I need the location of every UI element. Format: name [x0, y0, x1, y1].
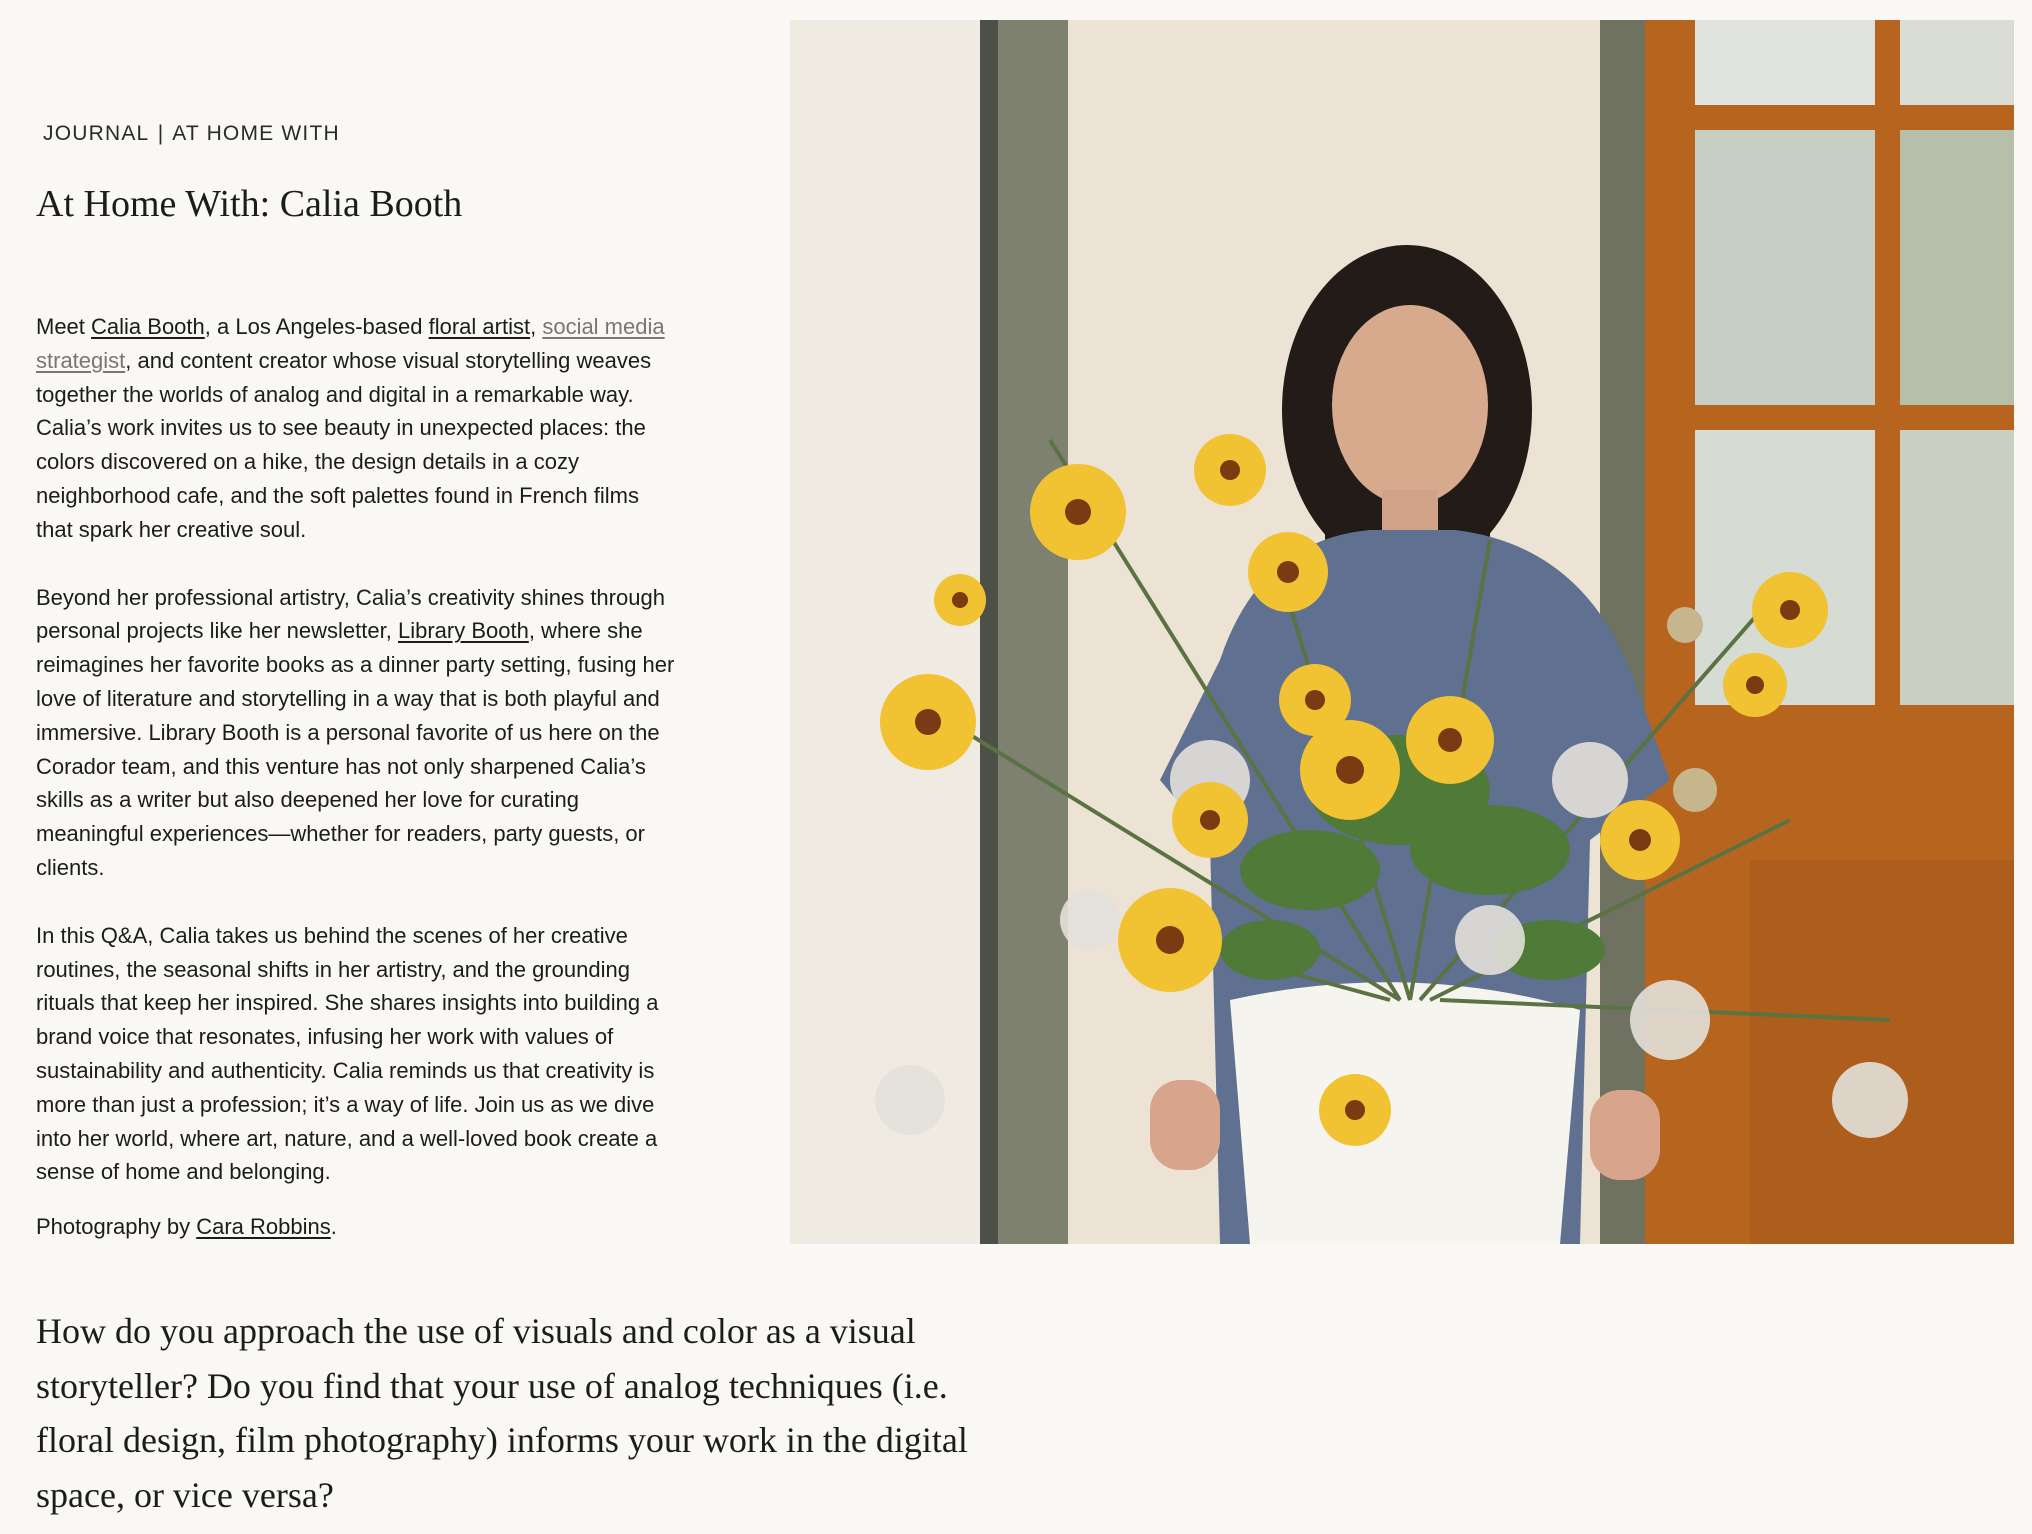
door-glass-pane — [1900, 430, 2014, 705]
hand-shape — [1590, 1090, 1660, 1180]
page-title: At Home With: Calia Booth — [36, 183, 463, 225]
floral-artist-link[interactable]: floral artist — [428, 314, 531, 339]
intro-text: , — [530, 314, 543, 339]
door-knob-shape — [1667, 607, 1703, 643]
breadcrumb-journal-link[interactable]: JOURNAL — [43, 122, 149, 145]
hand-shape — [1150, 1080, 1220, 1170]
photo-credit — [36, 1210, 337, 1244]
library-booth-link[interactable]: Library Booth — [397, 618, 529, 644]
intro-paragraph-2 — [36, 581, 676, 885]
door-glass-pane — [1695, 20, 1875, 105]
credit-prefix: Photography by — [36, 1214, 197, 1239]
face-shape — [1332, 305, 1488, 505]
breadcrumb — [43, 122, 340, 146]
photographer-link[interactable]: Cara Robbins — [196, 1214, 331, 1239]
interview-question: How do you approach the use of visuals and color as a visual storyteller? Do you find that your use of analog techniques (i.e. floral design, film photography) informs your work in the digital space, or vice versa? — [36, 1311, 968, 1515]
curtain-shape — [790, 20, 980, 1244]
credit-suffix: . — [330, 1214, 337, 1239]
intro-paragraph-3: In this Q&A, Calia takes us behind the scenes of her creative routines, the seasonal shifts in her artistry, and the grounding rituals that keep her inspired. She shares insights into building a brand voice that resonates, infusing her work with values of sustainability and authenticity. Calia reminds us that creativity is more than just a profession; it’s a way of life. Join us as we dive into her world, where art, nature, and a well-loved book create a sense of home and belonging. — [36, 922, 659, 1185]
social-media-strategist-link[interactable]: social media strategist — [36, 314, 665, 373]
intro-text: , a Los Angeles-based — [204, 314, 429, 339]
intro-text: , where she reimagines her favorite books as a dinner party setting, fusing her love of literature and storytelling in a way that is both playful and immersive. Library Booth is a personal favorite of us here on the Corador team, and this venture has not only sharpened Calia’s skills as a writer but also deepened her love for curating meaningful experiences—whether for readers, party guests, or clients. — [36, 618, 675, 880]
portrait-photo-illustration — [790, 20, 2014, 1244]
door-knob-shape — [1673, 768, 1717, 812]
article-intro — [36, 310, 676, 1223]
door-panel-shape — [1750, 860, 2014, 1244]
door-glass-pane — [1695, 430, 1875, 705]
intro-text: , and content creator whose visual storytelling weaves together the worlds of analog and digital in a remarkable way. Calia’s work invites us to see beauty in unexpected places: the colors discovered on a hike, the design details in a cozy neighborhood cafe, and the soft palettes found in French films that spark her creative soul. — [36, 347, 652, 542]
window-frame-shape — [980, 20, 998, 1244]
calia-booth-link[interactable]: Calia Booth — [91, 314, 205, 339]
door-glass-pane — [1900, 130, 2014, 405]
window-trim-shape — [998, 20, 1068, 1244]
intro-paragraph-1 — [36, 310, 676, 547]
intro-text: Beyond her professional artistry, Calia’s creativity shines through personal projects like her newsletter, — [36, 584, 665, 644]
breadcrumb-section-link[interactable]: AT HOME WITH — [172, 122, 340, 145]
vase-shape — [1230, 982, 1580, 1244]
door-glass-pane — [1900, 20, 2014, 105]
door-glass-pane — [1695, 130, 1875, 405]
intro-text: Meet — [36, 314, 92, 339]
portrait-photo — [790, 20, 2014, 1244]
breadcrumb-separator: | — [157, 122, 165, 145]
